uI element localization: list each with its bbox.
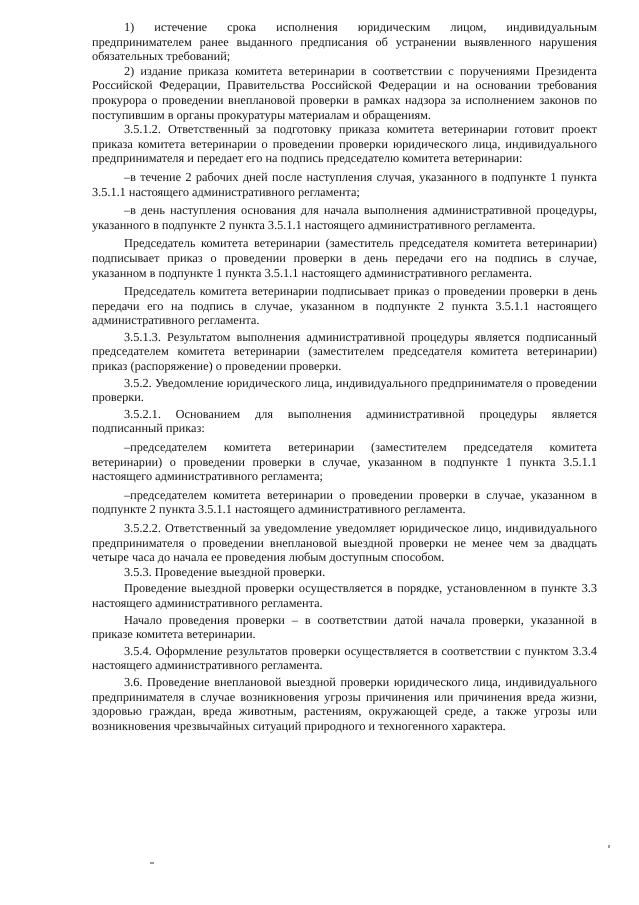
list-item-chairman-or-deputy-order: –председателем комитета ветеринарии (заместителем председателя комитета ветеринарии) о проведении проверки в случае, указанном в подпункте 1 пункта 3.5.1.1 настоящего административного регламента; bbox=[92, 440, 597, 484]
paragraph-3-5-1-3: 3.5.1.3. Результатом выполнения административной процедуры является подписанный председателем комитета ветеринарии (заместителем председателя комитета ветеринарии) приказ (распоряжение) о проведении проверки. bbox=[92, 329, 597, 374]
paragraph-issuance-of-order: 2) издание приказа комитета ветеринарии в соответствии с поручениями Президента Российской Федерации, Правительства Российской Федерации и на основании требования прокурора о проведении внеплановой проверки в рамках надзора за исполнением законов по поступившим в органы прокуратуры материалам и обращениям. bbox=[92, 63, 597, 122]
paragraph-inspection-start: Начало проведения проверки – в соответствии датой начала проверки, указанной в приказе комитета ветеринарии. bbox=[92, 612, 597, 642]
scan-speck bbox=[608, 845, 610, 848]
list-item-on-the-day: –в день наступления основания для начала выполнения административной процедуры, указанного в подпункте 2 пункта 3.5.1.1 настоящего административного регламента. bbox=[92, 203, 597, 232]
paragraph-3-5-4: 3.5.4. Оформление результатов проверки осуществляется в соответствии с пунктом 3.3.4 настоящего административного регламента. bbox=[92, 643, 597, 673]
paragraph-inspection-procedure: Проведение выездной проверки осуществляется в порядке, установленном в пункте 3.3 настоящего административного регламента. bbox=[92, 581, 597, 610]
list-item-within-2-days: –в течение 2 рабочих дней после наступления случая, указанного в подпункте 1 пункта 3.5.1.1 настоящего административного регламента; bbox=[92, 169, 597, 199]
document-body bbox=[92, 20, 597, 733]
paragraph-3-5-2: 3.5.2. Уведомление юридического лица, индивидуального предпринимателя о проведении проверки. bbox=[92, 375, 597, 405]
paragraph-3-5-3: 3.5.3. Проведение выездной проверки. bbox=[124, 564, 326, 579]
paragraph-3-5-2-2: 3.5.2.2. Ответственный за уведомление уведомляет юридическое лицо, индивидуального предпринимателя о проведении внеплановой выездной проверки не менее чем за двадцать четыре часа до начала ее проведения любым доступным способом. bbox=[92, 521, 597, 565]
list-item-chairman-order: –председателем комитета ветеринарии о проведении проверки в случае, указанном в подпункте 2 пункта 3.5.1.1 настоящего административного регламента. bbox=[92, 487, 597, 517]
paragraph-3-5-1-2: 3.5.1.2. Ответственный за подготовку приказа комитета ветеринарии готовит проект приказа комитета ветеринарии о проведении проверки юридического лица, индивидуального предпринимателя и передает его на подпись председателю комитета ветеринарии: bbox=[92, 122, 597, 166]
paragraph-chairman-signs: Председатель комитета ветеринарии подписывает приказ о проведении проверки в день передачи его на подпись в случае, указанном в подпункте 2 пункта 3.5.1.1 настоящего административного регламента. bbox=[92, 284, 597, 328]
paragraph-chairman-or-deputy-signs: Председатель комитета ветеринарии (заместитель председателя комитета ветеринарии) подписывает приказ о проведении проверки в день передачи его на подпись в случае, указанном в подпункте 1 пункта 3.5.1.1 настоящего административного регламента. bbox=[92, 236, 597, 280]
paragraph-3-6: 3.6. Проведение внеплановой выездной проверки юридического лица, индивидуального предпринимателя в случае возникновения угрозы причинения или причинения вреда жизни, здоровью граждан, вреда животным, растениям, окружающей среде, а также угрозы или возникновения чрезвычайных ситуаций природного и техногенного характера. bbox=[92, 674, 597, 733]
paragraph-3-5-2-1: 3.5.2.1. Основанием для выполнения административной процедуры является подписанный приказ: bbox=[92, 406, 597, 436]
scan-speck bbox=[150, 862, 154, 864]
paragraph-expiry-of-order: 1) истечение срока исполнения юридическим лицом, индивидуальным предпринимателем ранее выданного предписания об устранении выявленного нарушения обязательных требований; bbox=[92, 20, 597, 64]
